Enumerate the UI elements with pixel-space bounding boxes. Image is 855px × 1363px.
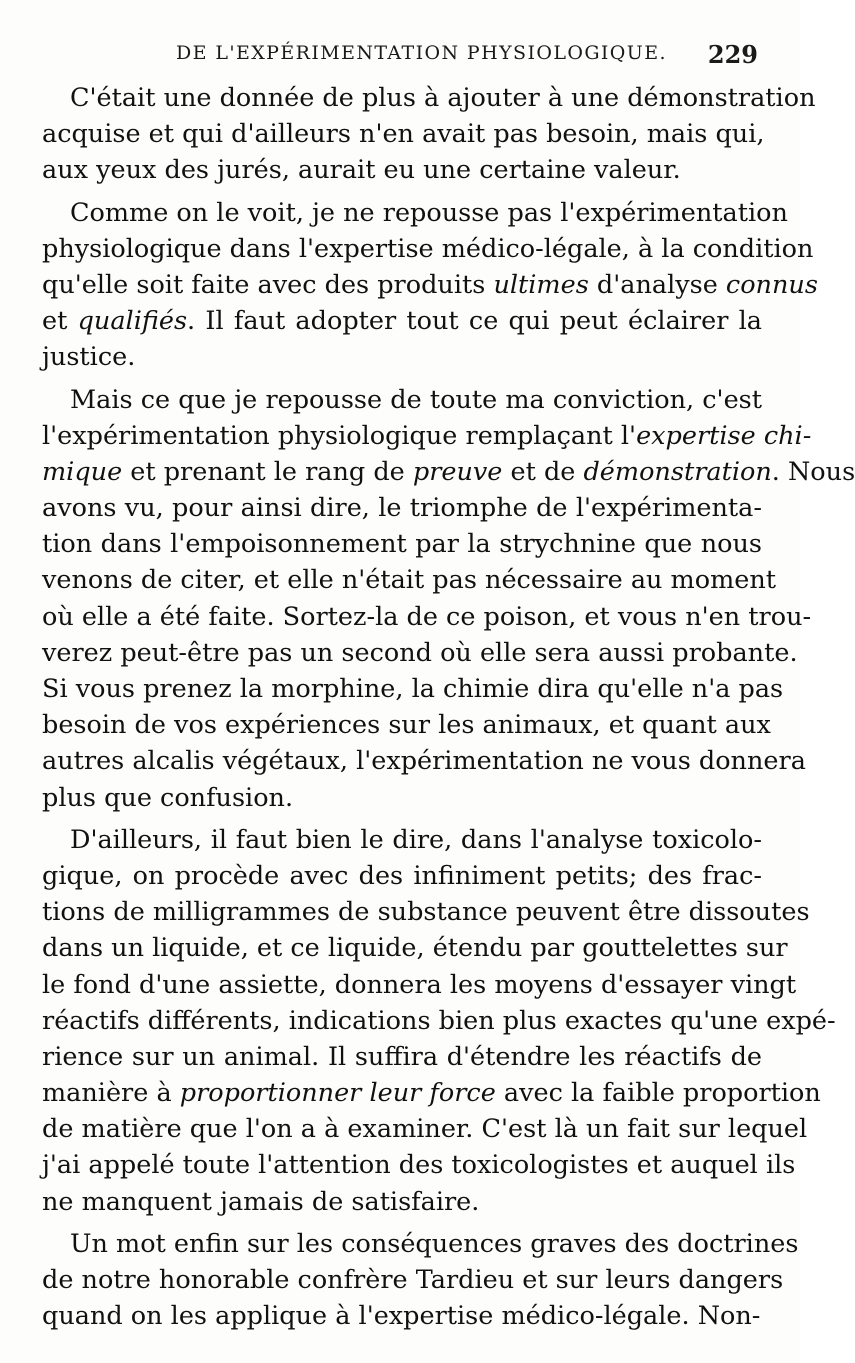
text-segment: plus que confusion. <box>42 782 294 813</box>
italic-term: démonstration <box>583 456 772 487</box>
text-segment: . Nous <box>771 456 855 487</box>
page-number: 229 <box>707 40 758 69</box>
text-segment: autres alcalis végétaux, l'expérimentation ne vous donnera <box>42 746 806 777</box>
paragraph <box>42 382 855 816</box>
text-line <box>42 671 784 707</box>
text-segment: rience sur un animal. Il suffira d'étendre les réactifs de <box>42 1041 762 1072</box>
text-segment: qu'elle soit faite avec des produits <box>42 269 494 300</box>
text-line <box>42 743 806 779</box>
paragraph <box>42 195 818 376</box>
text-segment: besoin de vos expériences sur les animaux, et quant aux <box>42 710 771 741</box>
text-line <box>42 822 762 858</box>
text-segment: Comme on le voit, je ne repousse pas l'expérimentation <box>70 197 788 228</box>
text-line <box>42 526 762 562</box>
text-line <box>42 894 810 930</box>
text-line <box>42 80 816 116</box>
text-segment: physiologique dans l'expertise médico-légale, à la condition <box>42 233 814 264</box>
italic-term: preuve <box>412 456 503 487</box>
text-line <box>42 1298 762 1334</box>
text-line <box>42 780 762 816</box>
text-line <box>42 267 818 303</box>
text-line <box>42 599 812 635</box>
text-segment: . Il faut adopter tout ce qui peut éclairer la <box>187 306 762 337</box>
text-segment: le fond d'une assiette, donnera les moyens d'essayer vingt <box>42 969 797 1000</box>
text-segment: Mais ce que je repousse de toute ma conviction, c'est <box>70 384 762 415</box>
text-segment: D'ailleurs, il faut bien le dire, dans l'analyse toxicolo- <box>70 824 762 855</box>
text-segment: manière à <box>42 1078 180 1109</box>
text-line <box>42 1147 796 1183</box>
italic-term: connus <box>725 269 818 300</box>
text-segment: et de <box>502 456 584 487</box>
text-line <box>42 707 771 743</box>
text-segment: où elle a été faite. Sortez-la de ce poison, et vous n'en trou- <box>42 601 812 632</box>
text-segment: C'était une donnée de plus à ajouter à une démonstration <box>70 83 816 113</box>
text-segment: aux yeux des jurés, aurait eu une certaine valeur. <box>42 155 681 186</box>
text-line <box>42 967 797 1003</box>
running-title: DE L'EXPÉRIMENTATION PHYSIOLOGIQUE. <box>176 42 667 64</box>
text-segment: l'expérimentation physiologique remplaçant l' <box>42 420 637 451</box>
text-line <box>42 1003 836 1039</box>
text-line <box>42 1226 799 1262</box>
text-line <box>42 1111 808 1147</box>
text-line <box>42 418 812 454</box>
text-line <box>42 1039 762 1075</box>
text-line <box>42 635 798 671</box>
text-segment: dans un liquide, et ce liquide, étendu par gouttelettes sur <box>42 933 788 964</box>
text-segment: venons de citer, et elle n'était pas nécessaire au moment <box>42 565 777 596</box>
text-segment: Si vous prenez la morphine, la chimie dira qu'elle n'a pas <box>42 674 784 704</box>
italic-term: proportionner leur force <box>179 1078 496 1109</box>
text-segment: j'ai appelé toute l'attention des toxicologistes et auquel ils <box>42 1150 796 1181</box>
text-segment: de notre honorable confrère Tardieu et sur leurs dangers <box>42 1265 784 1295</box>
text-segment: et <box>42 306 78 337</box>
text-segment: acquise et qui d'ailleurs n'en avait pas besoin, mais qui, <box>42 119 765 150</box>
text-segment: verez peut-être pas un second où elle sera aussi probante. <box>42 637 798 668</box>
page-header <box>48 42 760 76</box>
text-segment: tion dans l'empoisonnement par la strychnine que nous <box>42 529 762 560</box>
text-segment: gique, on procède avec des infiniment petits; des frac- <box>42 860 762 891</box>
italic-term: qualifiés <box>77 306 188 337</box>
text-line <box>42 231 814 267</box>
text-line <box>42 490 762 526</box>
text-line <box>42 303 762 339</box>
text-segment: d'analyse <box>588 269 726 300</box>
text-body <box>42 80 855 1334</box>
text-segment: quand on les applique à l'expertise médico-légale. Non- <box>42 1301 761 1332</box>
text-segment: avons vu, pour ainsi dire, le triomphe de l'expérimenta- <box>42 493 762 524</box>
text-segment: justice. <box>42 342 136 373</box>
italic-term: expertise chi- <box>636 420 812 451</box>
text-line <box>42 195 788 231</box>
paragraph <box>42 822 836 1220</box>
text-line <box>42 930 788 966</box>
text-line <box>42 1075 821 1111</box>
text-segment: ne manquent jamais de satisfaire. <box>42 1186 480 1217</box>
text-segment: Un mot enfin sur les conséquences graves des doctrines <box>70 1228 799 1259</box>
text-segment: avec la faible proportion <box>495 1078 821 1109</box>
text-line <box>42 858 762 894</box>
italic-term: mique <box>42 456 123 487</box>
text-segment: réactifs différents, indications bien plus exactes qu'une expé- <box>42 1005 836 1036</box>
text-line <box>42 339 762 375</box>
text-segment: et prenant le rang de <box>122 456 413 487</box>
text-segment: tions de milligrammes de substance peuvent être dissoutes <box>42 897 810 928</box>
text-line <box>42 1262 784 1298</box>
paragraph <box>42 80 816 189</box>
text-line <box>42 562 777 598</box>
italic-term: ultimes <box>493 269 589 300</box>
text-line <box>42 1184 762 1220</box>
text-line <box>42 454 855 490</box>
text-line <box>42 382 762 418</box>
text-line <box>42 152 762 188</box>
text-line <box>42 116 765 152</box>
text-segment: de matière que l'on a à examiner. C'est là un fait sur lequel <box>42 1114 808 1145</box>
paragraph <box>42 1226 799 1335</box>
